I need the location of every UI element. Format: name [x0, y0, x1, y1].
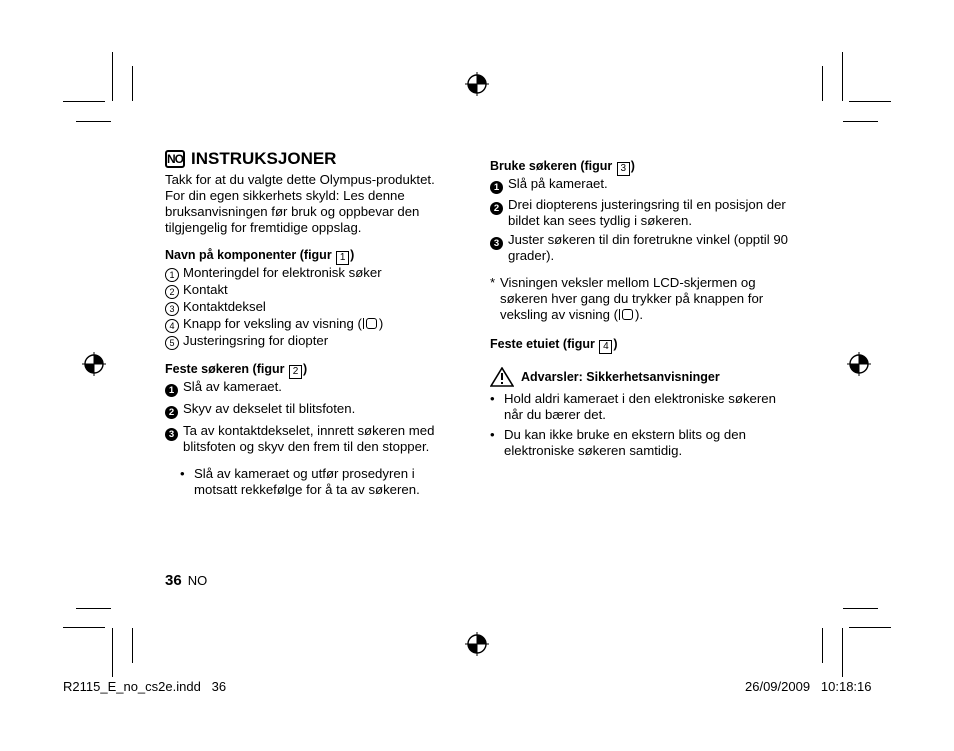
crop-mark	[63, 627, 105, 628]
components-heading: Navn på komponenter (figur 1 )	[165, 248, 355, 263]
display-toggle-icon	[619, 309, 634, 320]
step-item: 2 Drei diopterens justeringsring til en posisjon der bildet kan sees tydlig i søkeren.	[490, 197, 790, 229]
item-number: 4	[165, 319, 179, 333]
crop-mark	[849, 101, 891, 102]
right-column	[490, 158, 790, 459]
crop-mark	[76, 121, 111, 122]
figure-number: 2	[289, 365, 302, 379]
note-item: • Slå av kameraet og utfør prosedyren i motsatt rekkefølge for å ta av søkeren.	[180, 466, 420, 497]
step-item: 1 Slå på kameraet.	[490, 176, 790, 194]
step-item: 3 Juster søkeren til din foretrukne vinkel (opptil 90 grader).	[490, 232, 790, 264]
figure-number: 3	[617, 162, 630, 176]
crop-mark	[112, 52, 113, 101]
page-title: INSTRUKSJONER	[191, 149, 337, 168]
list-item: 3 Kontaktdeksel	[165, 299, 455, 316]
crop-mark	[112, 628, 113, 677]
step-number: 2	[490, 202, 503, 215]
list-item: 5 Justeringsring for diopter	[165, 333, 455, 350]
registration-mark-icon	[847, 352, 871, 376]
item-number: 1	[165, 268, 179, 282]
case-heading: Feste etuiet (figur 4 )	[490, 337, 618, 352]
crop-mark	[843, 121, 878, 122]
step-number: 3	[165, 428, 178, 441]
step-number: 3	[490, 237, 503, 250]
language-badge: NO	[167, 152, 183, 166]
crop-mark	[822, 66, 823, 101]
footer-file: R2115_E_no_cs2e.indd 36	[63, 679, 227, 694]
figure-number: 4	[599, 340, 612, 354]
note-item: * Visningen veksler mellom LCD-skjermen og søkeren hver gang du trykker på knappen for veksling av visning ( ).	[490, 275, 764, 322]
step-number: 1	[490, 181, 503, 194]
registration-mark-icon	[465, 632, 489, 656]
crop-mark	[842, 52, 843, 101]
step-number: 2	[165, 406, 178, 419]
crop-mark	[132, 66, 133, 101]
figure-number: 1	[336, 251, 349, 265]
display-toggle-icon	[363, 318, 378, 329]
intro-text: Takk for at du valgte dette Olympus-produktet. For din egen sikkerhets skyld: Les denne bruksanvisningen før bruk og oppbevar den tilgjengelig for fremtidige oppslag.	[165, 172, 435, 235]
warning-item: • Hold aldri kameraet i den elektroniske søkeren når du bærer det.	[490, 391, 776, 422]
list-item: 4 Knapp for veksling av visning ( )	[165, 316, 455, 333]
item-number: 5	[165, 336, 179, 350]
item-number: 2	[165, 285, 179, 299]
warnings-heading: Advarsler: Sikkerhetsanvisninger	[490, 367, 790, 387]
left-column	[165, 150, 455, 498]
crop-mark	[63, 101, 105, 102]
use-heading: Bruke søkeren (figur 3 )	[490, 159, 635, 174]
crop-mark	[76, 608, 111, 609]
page-number: 36 NO	[165, 572, 208, 589]
warning-icon	[490, 367, 514, 387]
item-number: 3	[165, 302, 179, 316]
step-number: 1	[165, 384, 178, 397]
crop-mark	[132, 628, 133, 663]
crop-mark	[842, 628, 843, 677]
list-item: 1 Monteringdel for elektronisk søker	[165, 265, 455, 282]
step-item: 2 Skyv av dekselet til blitsfoten.	[165, 401, 455, 419]
list-item: 2 Kontakt	[165, 282, 455, 299]
crop-mark	[849, 627, 891, 628]
registration-mark-icon	[82, 352, 106, 376]
attach-heading: Feste søkeren (figur 2 )	[165, 362, 308, 377]
step-item: 1 Slå av kameraet.	[165, 379, 455, 397]
crop-mark	[822, 628, 823, 663]
footer-date: 26/09/2009 10:18:16	[745, 679, 872, 694]
step-item: 3 Ta av kontaktdekselet, innrett søkeren med blitsfoten og skyv den frem til den stopper.	[165, 423, 455, 455]
registration-mark-icon	[465, 72, 489, 96]
warning-item: • Du kan ikke bruke en ekstern blits og den elektroniske søkeren samtidig.	[490, 427, 746, 458]
crop-mark	[843, 608, 878, 609]
section-heading	[165, 150, 455, 168]
